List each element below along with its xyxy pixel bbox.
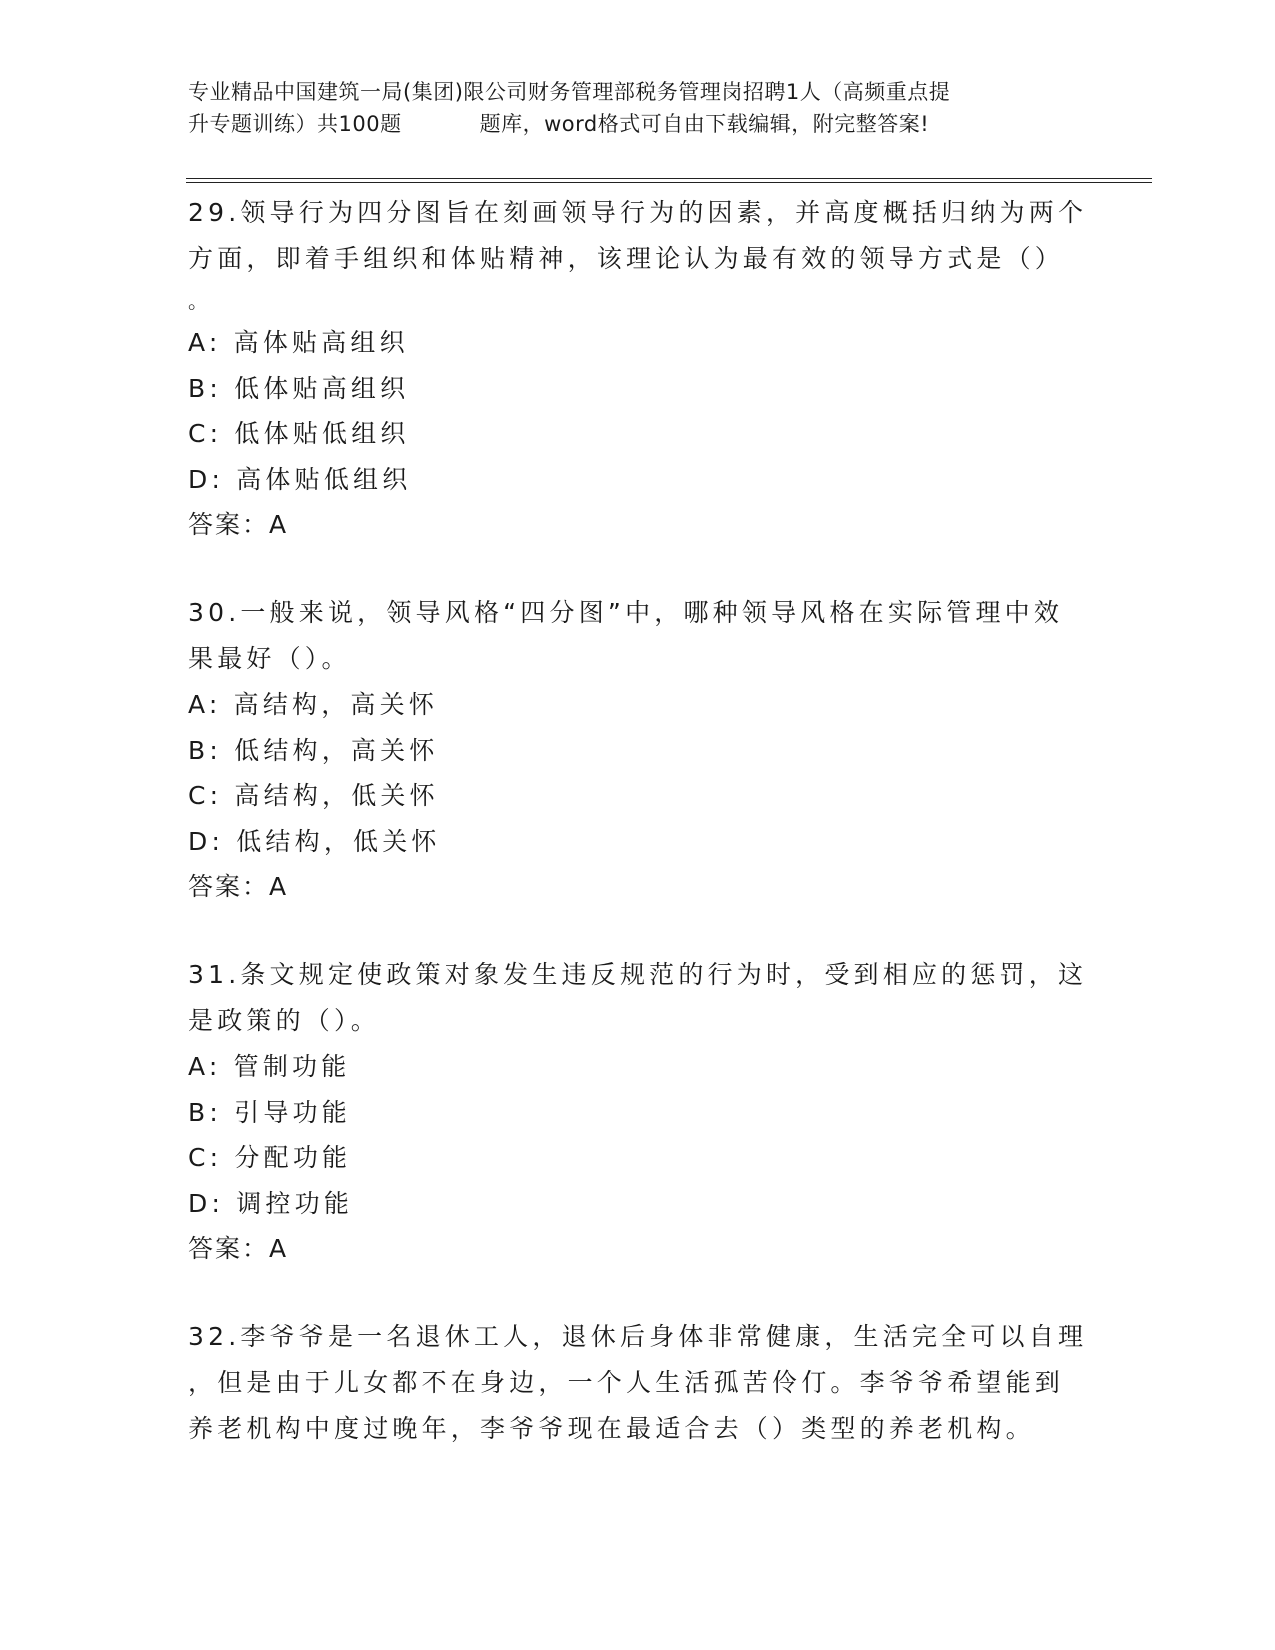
option-c: C: 低体贴低组织: [188, 419, 410, 448]
answer: 答案：A: [188, 1234, 289, 1263]
option-d: D: 低结构，低关怀: [188, 826, 441, 856]
answer: 答案：A: [188, 510, 289, 539]
option-c: C: 高结构，低关怀: [188, 781, 439, 810]
question-text: [188, 590, 1088, 682]
question-text: [188, 952, 1088, 1044]
header-line-2-left: 升专题训练）共100题: [188, 112, 402, 136]
option-b: B: 低体贴高组织: [188, 373, 410, 403]
option-b: B: 引导功能: [188, 1097, 351, 1127]
header-line-2: [188, 108, 1088, 140]
option-d: D: 高体贴低组织: [188, 464, 412, 494]
question-31: [188, 952, 1088, 1272]
question-29: [188, 190, 1088, 548]
option-a: A: 高体贴高组织: [188, 328, 409, 357]
question-text: [188, 190, 1088, 320]
question-line: 果最好（）。: [188, 644, 351, 673]
question-line: 32.李爷爷是一名退休工人，退休后身体非常健康，生活完全可以自理: [188, 1322, 1088, 1351]
question-text: [188, 1314, 1088, 1452]
question-32: [188, 1314, 1088, 1452]
option-b: B: 低结构，高关怀: [188, 735, 439, 765]
question-line: 29.领导行为四分图旨在刻画领导行为的因素，并高度概括归纳为两个: [188, 198, 1088, 227]
header-divider-top: [186, 178, 1152, 179]
question-line: 31.条文规定使政策对象发生违反规范的行为时，受到相应的惩罚，这: [188, 960, 1088, 989]
question-trailing-mark: 。: [188, 289, 213, 313]
question-list: [188, 190, 1088, 1452]
option-d: D: 调控功能: [188, 1188, 354, 1218]
answer: 答案：A: [188, 872, 289, 901]
question-line: 是政策的（）。: [188, 1006, 380, 1035]
question-line: 30.一般来说，领导风格“四分图”中，哪种领导风格在实际管理中效: [188, 598, 1064, 627]
question-line: ，但是由于儿女都不在身边，一个人生活孤苦伶仃。李爷爷希望能到: [188, 1368, 1065, 1397]
page-header: [188, 76, 1088, 140]
question-30: [188, 590, 1088, 910]
header-divider-bottom: [186, 182, 1152, 183]
question-line: 养老机构中度过晚年，李爷爷现在最适合去（）类型的养老机构。: [188, 1414, 1035, 1443]
header-line-1: 专业精品中国建筑一局(集团)限公司财务管理部税务管理岗招聘1人（高频重点提: [188, 80, 951, 104]
option-a: A: 管制功能: [188, 1052, 351, 1081]
question-line: 方面，即着手组织和体贴精神，该理论认为最有效的领导方式是（）: [188, 244, 1065, 273]
header-line-2-right: 题库，word格式可自由下载编辑，附完整答案!: [479, 112, 930, 136]
option-c: C: 分配功能: [188, 1143, 352, 1172]
option-a: A: 高结构，高关怀: [188, 690, 439, 719]
